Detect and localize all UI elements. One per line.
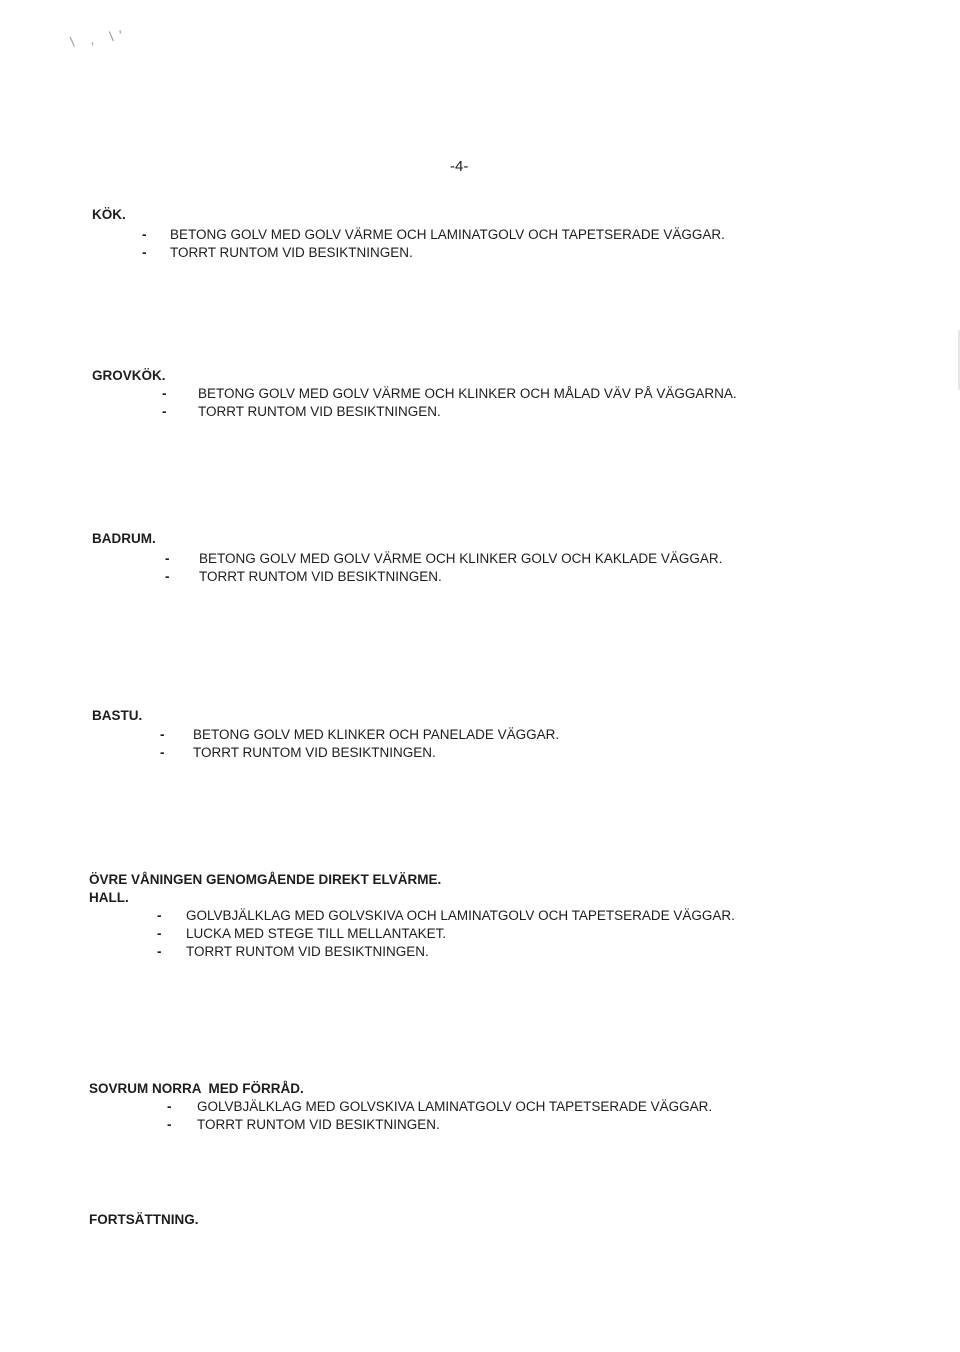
dash-bullet: - bbox=[160, 745, 165, 760]
section-subheading: HALL. bbox=[89, 890, 129, 905]
list-item bbox=[157, 925, 735, 943]
item-text: TORRT RUNTOM VID BESIKTNINGEN. bbox=[197, 1117, 440, 1132]
section-badrum bbox=[92, 530, 722, 586]
dash-bullet: - bbox=[165, 569, 170, 584]
section-heading: GROVKÖK. bbox=[92, 368, 166, 383]
list-item bbox=[160, 744, 559, 762]
dash-bullet: - bbox=[142, 245, 147, 260]
section-sovrum-norra bbox=[89, 1080, 712, 1134]
list-item bbox=[167, 1116, 712, 1134]
dash-bullet: - bbox=[157, 926, 162, 941]
section-heading: BADRUM. bbox=[92, 531, 156, 546]
section-kok bbox=[92, 206, 725, 262]
item-text: TORRT RUNTOM VID BESIKTNINGEN. bbox=[199, 569, 442, 584]
list-item bbox=[160, 726, 560, 744]
section-grovkok bbox=[92, 367, 737, 421]
dash-bullet: - bbox=[162, 404, 167, 419]
list-item bbox=[142, 244, 725, 262]
list-item bbox=[157, 907, 735, 925]
item-text: BETONG GOLV MED GOLV VÄRME OCH KLINKER OCH MÅLAD VÄV PÅ VÄGGARNA. bbox=[198, 386, 737, 401]
dash-bullet: - bbox=[157, 908, 162, 923]
section-bastu bbox=[92, 707, 559, 762]
item-text: TORRT RUNTOM VID BESIKTNINGEN. bbox=[170, 245, 413, 260]
dash-bullet: - bbox=[160, 727, 165, 742]
item-text: TORRT RUNTOM VID BESIKTNINGEN. bbox=[186, 944, 429, 959]
item-text: GOLVBJÄLKLAG MED GOLVSKIVA OCH LAMINATGOLV OCH TAPETSERADE VÄGGAR. bbox=[186, 908, 735, 923]
dash-bullet: - bbox=[165, 551, 170, 566]
dash-bullet: - bbox=[167, 1099, 172, 1114]
item-text: BETONG GOLV MED GOLV VÄRME OCH KLINKER GOLV OCH KAKLADE VÄGGAR. bbox=[199, 551, 723, 566]
list-item bbox=[167, 1098, 713, 1116]
section-ovre-vaningen bbox=[89, 871, 735, 961]
scan-mark: \ , \' bbox=[69, 26, 129, 50]
item-text: GOLVBJÄLKLAG MED GOLVSKIVA LAMINATGOLV OCH TAPETSERADE VÄGGAR. bbox=[197, 1099, 713, 1114]
item-text: BETONG GOLV MED KLINKER OCH PANELADE VÄGGAR. bbox=[193, 727, 560, 742]
item-text: BETONG GOLV MED GOLV VÄRME OCH LAMINATGOLV OCH TAPETSERADE VÄGGAR. bbox=[170, 227, 725, 242]
section-heading: KÖK. bbox=[92, 207, 126, 222]
continuation-note: FORTSÄTTNING. bbox=[89, 1212, 199, 1227]
list-item bbox=[142, 226, 725, 244]
dash-bullet: - bbox=[167, 1117, 172, 1132]
list-item bbox=[165, 550, 723, 568]
list-item bbox=[162, 403, 737, 421]
list-item bbox=[162, 385, 737, 403]
page-number: -4- bbox=[450, 158, 469, 175]
section-heading: BASTU. bbox=[92, 708, 143, 723]
list-item bbox=[165, 568, 722, 586]
dash-bullet: - bbox=[157, 944, 162, 959]
dash-bullet: - bbox=[142, 227, 147, 242]
item-text: TORRT RUNTOM VID BESIKTNINGEN. bbox=[198, 404, 441, 419]
item-text: TORRT RUNTOM VID BESIKTNINGEN. bbox=[193, 745, 436, 760]
item-text: LUCKA MED STEGE TILL MELLANTAKET. bbox=[186, 926, 447, 941]
dash-bullet: - bbox=[162, 386, 167, 401]
list-item bbox=[157, 943, 735, 961]
section-heading: SOVRUM NORRA MED FÖRRÅD. bbox=[89, 1081, 304, 1096]
section-heading: ÖVRE VÅNINGEN GENOMGÅENDE DIREKT ELVÄRME. bbox=[89, 872, 442, 887]
